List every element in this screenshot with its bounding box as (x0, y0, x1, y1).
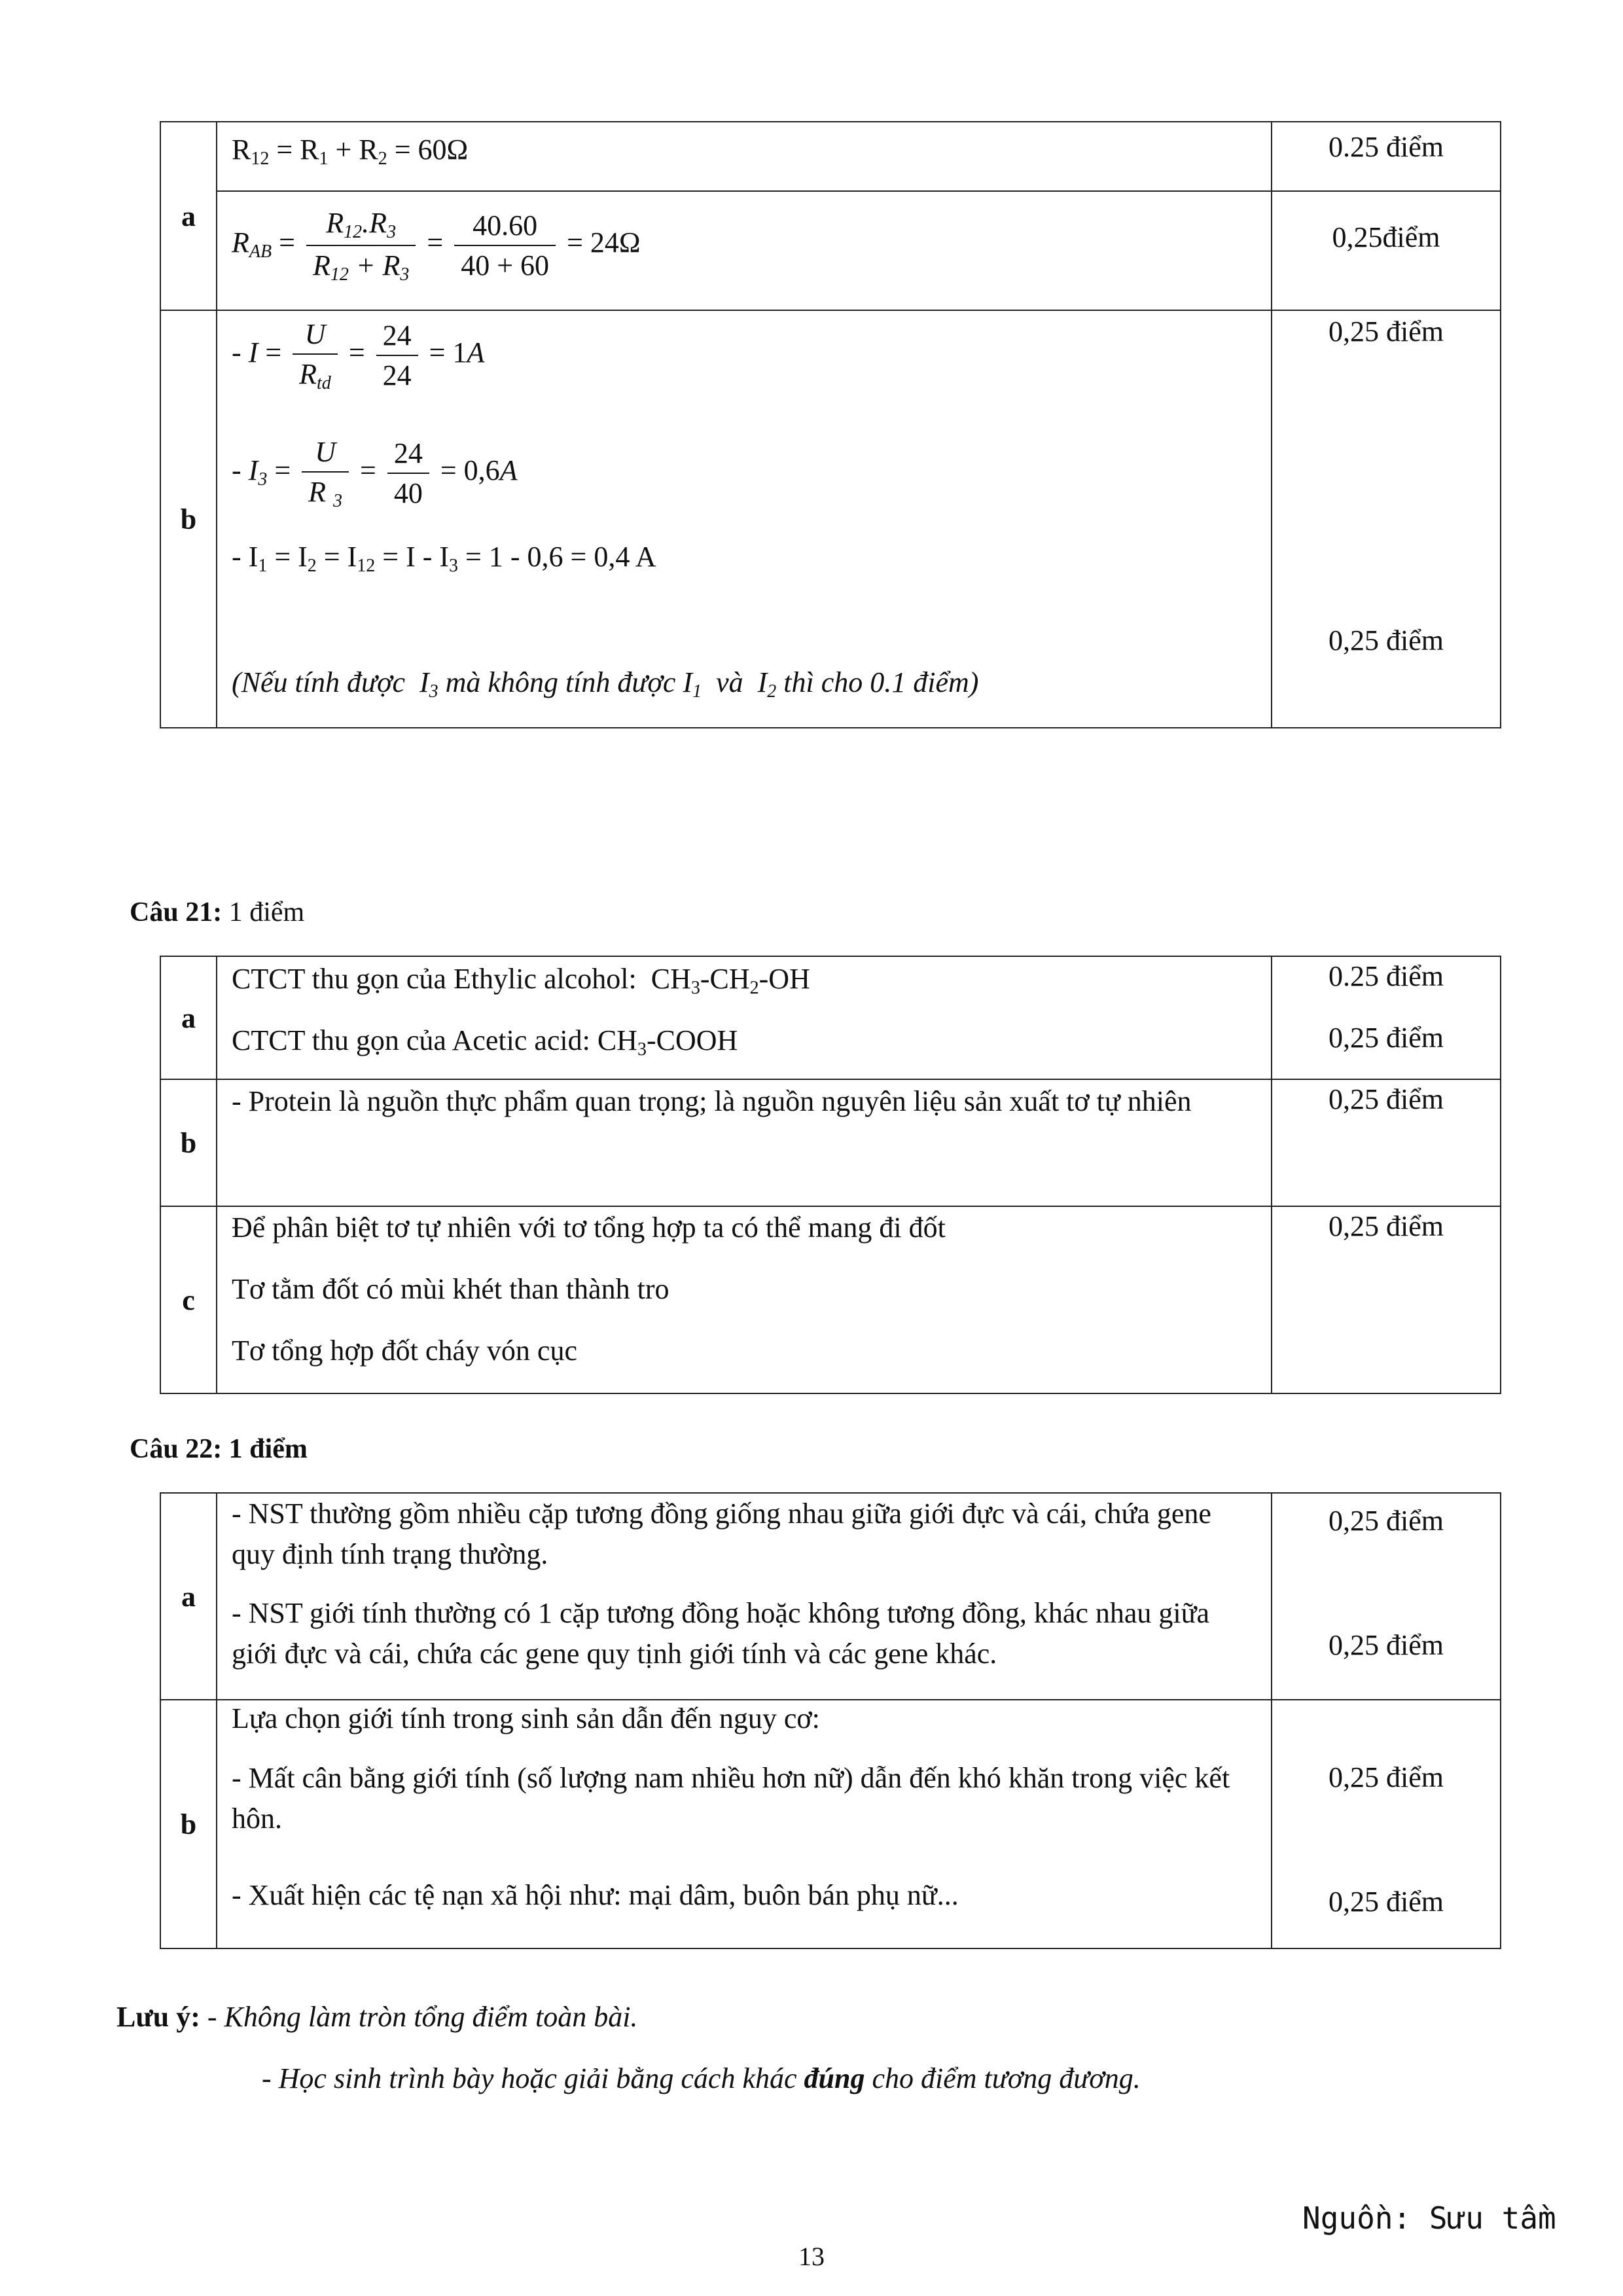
fraction: $\frac{24}{40}$ (387, 435, 429, 511)
note-line-2: - Học sinh trình bày hoặc giải bằng cách khác đúng cho điểm tương đương. (262, 2062, 1141, 2094)
points-cell (1272, 1206, 1501, 1393)
points-value: 0,25điểm (1332, 221, 1440, 253)
points-cell (1272, 122, 1501, 191)
points-cell (1272, 956, 1501, 1079)
answer-table-q22 (160, 1492, 1501, 1949)
points-value: 0,25 điểm (1329, 1886, 1444, 1918)
answer-line: - Xuất hiện các tệ nạn xã hội như: mại dâm, buôn bán phụ nữ... (232, 1879, 959, 1911)
source-credit: Nguồn: Sưu tầm (1302, 2200, 1556, 2236)
fraction: $\frac{24}{24}$ (376, 317, 418, 393)
points-value: 0,25 điểm (1329, 1505, 1444, 1537)
row-label-b: b (160, 1079, 217, 1206)
answer-line: Lựa chọn giới tính trong sinh sản dẫn đến nguy cơ: (232, 1702, 820, 1734)
fraction: $\frac{U}{R _3}$ (302, 434, 349, 512)
fraction: $\frac{40.60}{40 + 60}$ (454, 207, 556, 283)
answer-cell (217, 1079, 1272, 1206)
answer-table-q21 (160, 956, 1501, 1394)
points-cell (1272, 1079, 1501, 1206)
fraction: $\frac{R_{12}.R_3}{R_{12} + R_3}$ (306, 205, 416, 286)
equation-rab: $R_{AB}$ = $\frac{R_{12}.R_3}{R_{12} + R_3}$ = $\frac{40.60}{40 + 60}$ = 24Ω (232, 205, 641, 286)
answer-cell (217, 310, 1272, 728)
note-line-1: Lưu ý: - Không làm tròn tổng điểm toàn bài. (116, 2001, 638, 2033)
formula-acetic-acid: CTCT thu gọn của Acetic acid: $CH_3$-COOH (232, 1024, 738, 1060)
points-cell (1272, 1700, 1501, 1948)
row-label-b: b (160, 310, 217, 728)
points-cell (1272, 310, 1501, 728)
question-21-heading: Câu 21: 1 điểm (130, 897, 305, 927)
answer-cell (217, 122, 1272, 191)
answer-cell (217, 956, 1272, 1079)
answer-cell (217, 1493, 1272, 1700)
answer-cell (217, 1206, 1272, 1393)
autosome-answer: - NST thường gồm nhiều cặp tương đồng giống nhau giữa giới đực và cái, chứa gene quy định tính trạng thường. (232, 1498, 1211, 1570)
row-label-a: a (160, 122, 217, 310)
equation-r12: $R_{12} = R_1 + R_2 = 60\Omega$ (232, 134, 469, 169)
answer-line: - Mất cân bằng giới tính (số lượng nam nhiều hơn nữ) dẫn đến khó khăn trong việc kết hôn. (232, 1762, 1230, 1835)
equation-currents: - $I_1 = I_2 = I_{12} = I - I_3 = 1 - 0,6 = 0,4$ A (232, 541, 656, 576)
row-label-a: a (160, 1493, 217, 1700)
row-label-c: c (160, 1206, 217, 1393)
points-value: 0,25 điểm (1329, 624, 1444, 656)
answer-cell (217, 1700, 1272, 1948)
points-value: 0,25 điểm (1329, 1022, 1444, 1054)
answer-line: Tơ tổng hợp đốt cháy vón cục (232, 1335, 577, 1367)
answer-table-q20 (160, 121, 1501, 728)
answer-line: Tơ tằm đốt có mùi khét than thành tro (232, 1273, 669, 1305)
answer-cell (217, 191, 1272, 310)
points-value: 0,25 điểm (1329, 1083, 1444, 1115)
points-value: 0.25 điểm (1329, 960, 1444, 992)
answer-line: Để phân biệt tơ tự nhiên với tơ tổng hợp ta có thể mang đi đốt (232, 1211, 946, 1244)
page-number: 13 (798, 2242, 825, 2271)
points-value: 0.25 điểm (1329, 131, 1444, 163)
points-value: 0,25 điểm (1329, 1629, 1444, 1661)
sex-chromosome-answer: - NST giới tính thường có 1 cặp tương đồng hoặc không tương đồng, khác nhau giữa giới đực và cái, chứa các gene quy tịnh giới tính và các gene khác. (232, 1597, 1210, 1670)
row-label-b: b (160, 1700, 217, 1948)
question-22-heading: Câu 22: 1 điểm (130, 1434, 308, 1464)
fraction: $\frac{U}{R_{td}}$ (293, 316, 338, 395)
points-value: 0,25 điểm (1329, 1210, 1444, 1242)
equation-current-i3: - $I_3$ = $\frac{U}{R _3}$ = $\frac{24}{40}$ = 0,6A (232, 434, 518, 512)
formula-ethylic-alcohol: CTCT thu gọn của Ethylic alcohol: $CH_3-CH_2-OH$ (232, 963, 810, 998)
points-cell (1272, 191, 1501, 310)
protein-answer: - Protein là nguồn thực phẩm quan trọng; là nguồn nguyên liệu sản xuất tơ tự nhiên (232, 1085, 1192, 1117)
row-label-a: a (160, 956, 217, 1079)
grading-note: (Nếu tính được $I_3$ mà không tính được $I_1$ và $I_2$ thì cho 0.1 điểm) (232, 666, 979, 702)
points-value: 0,25 điểm (1329, 315, 1444, 348)
points-value: 0,25 điểm (1329, 1761, 1444, 1793)
equation-current-total: - I = $\frac{U}{R_{td}}$ = $\frac{24}{24}$ = 1A (232, 316, 484, 395)
points-cell (1272, 1493, 1501, 1700)
